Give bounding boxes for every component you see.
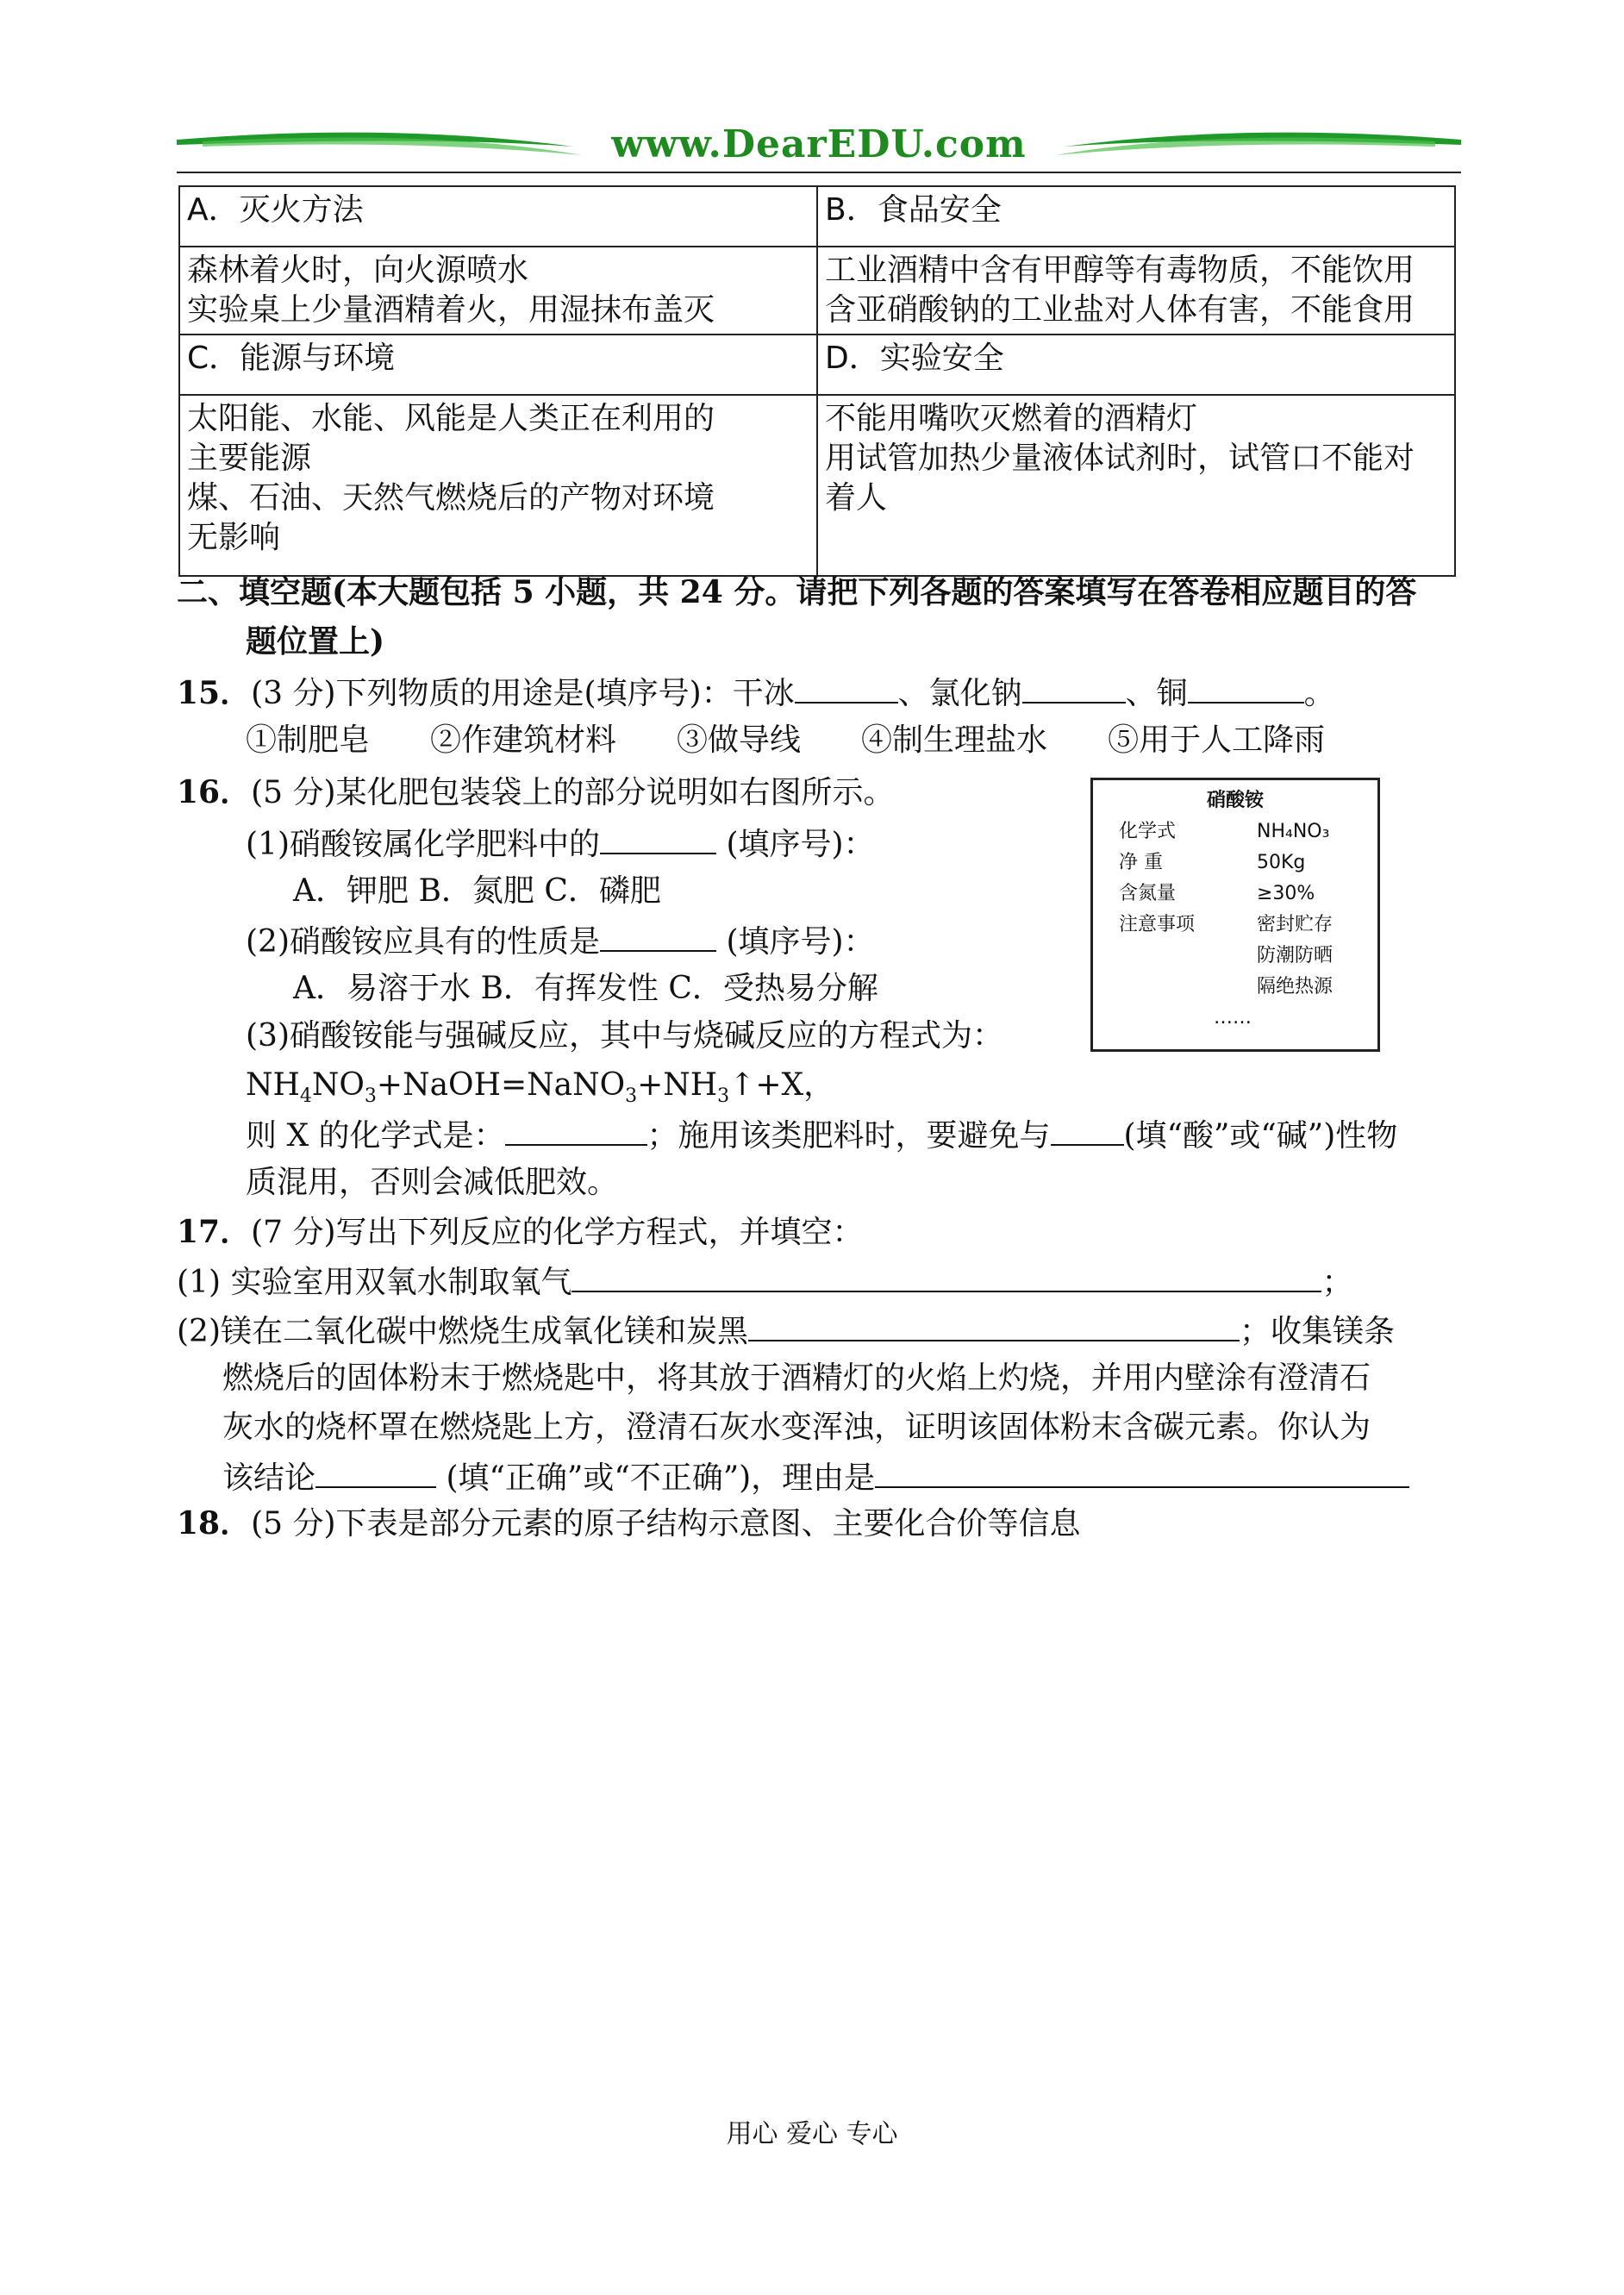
option: ①制肥皂 (246, 722, 371, 758)
answer-blank[interactable] (1051, 1115, 1124, 1146)
cell-a-body (179, 247, 817, 335)
cell-d-line: 着人 (825, 480, 888, 516)
question-15: 15．(3 分)下列物质的用途是(填序号)：干冰 、氯化钠 、铜 。 (177, 672, 1335, 713)
question-number: 17． (177, 1214, 252, 1250)
cell-b-title: B．食品安全 (817, 186, 1455, 247)
options-table (178, 185, 1456, 577)
answer-blank[interactable] (572, 1261, 1321, 1292)
cell-c-line: 无影响 (187, 520, 281, 555)
answer-blank[interactable] (600, 823, 716, 854)
option: ④制生理盐水 (861, 722, 1048, 758)
question-16-part1: (1)硝酸铵属化学肥料中的 (填序号)： (246, 823, 875, 864)
question-17: 17．(7 分)写出下列反应的化学方程式，并填空： (177, 1214, 864, 1250)
question-16-part3: (3)硝酸铵能与强碱反应，其中与烧碱反应的方程式为： (246, 1018, 1003, 1054)
label-row: 含氮量 ≥30% (1119, 883, 1315, 904)
section-heading: 二、填空题(本大题包括 5 小题，共 24 分。请把下列各题的答案填写在答卷相应题目的答 (177, 574, 1417, 610)
label-row: 化学式 NH₄NO₃ (1119, 821, 1330, 842)
option: ③做导线 (677, 722, 802, 758)
site-logo: www.DearEDU.com (611, 122, 1027, 166)
fertilizer-label (1090, 778, 1380, 1052)
question-17-part1: (1) 实验室用双氧水制取氧气 ； (177, 1261, 1352, 1302)
question-16-part1-options: A．钾肥 B．氮肥 C．磷肥 (293, 873, 661, 909)
chemical-equation: $NH_4NO_3+NaOH=NaNO_3+NH_3↑+X$， (246, 1067, 835, 1108)
cell-c-body (179, 395, 817, 576)
question-17-part2: (2)镁在二氧化碳中燃烧生成氧化镁和炭黑 ；收集镁条 (177, 1310, 1395, 1351)
label-row: 注意事项 密封贮存 (1119, 914, 1334, 935)
label-row: 隔绝热源 (1257, 976, 1334, 997)
cell-a-line: 实验桌上少量酒精着火，用湿抹布盖灭 (187, 292, 715, 328)
answer-blank[interactable] (875, 1457, 1409, 1488)
question-15-options (246, 722, 1325, 760)
cell-b-line: 工业酒精中含有甲醇等有毒物质，不能饮用 (825, 253, 1415, 288)
answer-blank[interactable] (505, 1115, 647, 1146)
option: ②作建筑材料 (430, 722, 617, 758)
question-16-part4: 则 X 的化学式是： ；施用该类肥料时，要避免与 (填“酸”或“碱”)性物 (246, 1115, 1397, 1155)
question-16-part2: (2)硝酸铵应具有的性质是 (填序号)： (246, 921, 875, 961)
label-row: 防潮防晒 (1257, 945, 1334, 966)
answer-blank[interactable] (600, 921, 716, 952)
question-16-part2-options: A．易溶于水 B．有挥发性 C．受热易分解 (293, 971, 878, 1006)
label-title: 硝酸铵 (1206, 790, 1264, 811)
question-17-part2-line3: 灰水的烧杯罩在燃烧匙上方，澄清石灰水变浑浊，证明该固体粉末含碳元素。你认为 (222, 1410, 1371, 1445)
answer-blank[interactable] (315, 1457, 436, 1488)
answer-blank[interactable] (1022, 672, 1126, 704)
cell-d-body (817, 395, 1455, 576)
cell-c-title: C．能源与环境 (179, 335, 817, 395)
label-row: 净 重 50Kg (1119, 852, 1306, 873)
cell-b-line: 含亚硝酸钠的工业盐对人体有害，不能食用 (825, 292, 1415, 328)
cell-c-line: 主要能源 (187, 441, 312, 476)
question-number: 18． (177, 1505, 252, 1541)
label-row: …… (1214, 1007, 1252, 1029)
cell-a-line: 森林着火时，向火源喷水 (187, 253, 529, 288)
cell-c-line: 煤、石油、天然气燃烧后的产物对环境 (187, 480, 715, 516)
cell-d-line: 用试管加热少量液体试剂时，试管口不能对 (825, 441, 1415, 476)
answer-blank[interactable] (748, 1310, 1240, 1341)
header-rule (177, 172, 1461, 173)
option: ⑤用于人工降雨 (1108, 722, 1326, 758)
cell-c-line: 太阳能、水能、风能是人类正在利用的 (187, 401, 715, 436)
question-17-part2-line2: 燃烧后的固体粉末于燃烧匙中，将其放于酒精灯的火焰上灼烧，并用内壁涂有澄清石 (222, 1360, 1371, 1396)
cell-d-title: D．实验安全 (817, 335, 1455, 395)
answer-blank[interactable] (795, 672, 898, 704)
question-16-part4-cont: 质混用，否则会减低肥效。 (246, 1165, 619, 1200)
cell-b-body (817, 247, 1455, 335)
question-number: 15． (177, 675, 252, 711)
section-heading-cont: 题位置上) (246, 623, 385, 660)
question-17-part2-line4: 该结论 (填“正确”或“不正确”)，理由是 (222, 1457, 1409, 1498)
cell-d-line: 不能用嘴吹灭燃着的酒精灯 (825, 401, 1198, 436)
question-number: 16． (177, 774, 252, 810)
answer-blank[interactable] (1188, 672, 1304, 704)
page-footer: 用心 爱心 专心 (726, 2119, 898, 2149)
question-18: 18．(5 分)下表是部分元素的原子结构示意图、主要化合价等信息 (177, 1505, 1081, 1541)
question-16: 16．(5 分)某化肥包装袋上的部分说明如右图所示。 (177, 774, 895, 810)
cell-a-title: A．灭火方法 (179, 186, 817, 247)
